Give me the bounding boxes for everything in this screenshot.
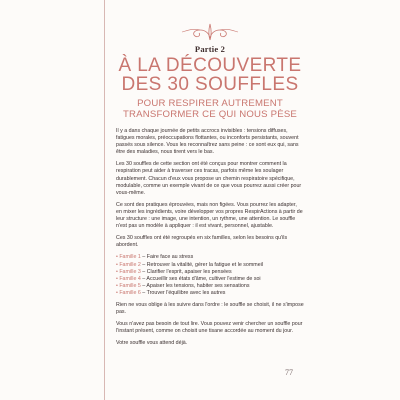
list-item	[116, 290, 304, 297]
paragraph-conclusion: Votre souffle vous attend déjà.	[116, 340, 188, 347]
list-item	[116, 254, 304, 261]
family-list	[116, 254, 304, 297]
list-item	[116, 283, 304, 290]
family-text: – Apaiser les tensions, habiter ses sensations	[140, 282, 250, 289]
family-text: – Faire face au stress	[140, 254, 194, 261]
paragraph-lecture: Vous n'avez pas besoin de tout lire. Vous pouvez venir chercher un souffle pour l'instant présent, comme on choisit une tisane accordée au moment du jour.	[116, 321, 303, 335]
list-item	[116, 269, 304, 276]
page-number: 77	[285, 368, 293, 377]
paragraph-ordre: Rien ne vous oblige à les suivre dans l'ordre : le souffle se choisit, il ne s'impose pas.	[116, 301, 304, 316]
margin-rule	[104, 0, 105, 400]
family-text: – Accueillir ses états d'âme, cultiver l'estime de soi	[140, 275, 261, 282]
part-label: Partie 2	[194, 44, 226, 54]
subtitle-line-2: TRANSFORMER CE QUI NOUS PÈSE	[122, 109, 298, 120]
chapter-title	[110, 56, 310, 94]
ornament-flourish-icon	[178, 22, 242, 42]
family-label: • Famille 1	[116, 254, 141, 261]
chapter-subtitle	[110, 98, 310, 120]
title-line-2: DES 30 SOUFFLES	[121, 74, 299, 95]
title-line-1: À LA DÉCOUVERTE	[118, 55, 302, 76]
paragraph-souffles: Les 30 souffles de cette section ont été conçus pour montrer comment la respiration peut aider à traverser ces tracas, parfois même les soulager durablement. Chacun d'eux vous propose un chemin respiratoire spécifique, modulable, comme un exemple vivant de ce que vous pourrez aussi créer pour vous-même.	[116, 161, 302, 196]
family-label: • Famille 4	[116, 275, 141, 282]
family-text: – Clarifier l'esprit, apaiser les pensées	[140, 268, 232, 275]
body-text	[116, 128, 304, 352]
paragraph-pratiques: Ce sont des pratiques éprouvées, mais non figées. Vous pourrez les adapter, en mixer les ingrédients, voire développer vos propres RespirActions à partir de leur structure : une image, une intention, un rythme, une attention. Le souffle n'est pas un modèle à appliquer : il est vivant, personnel, ajustable.	[116, 201, 303, 230]
paragraph-familles-intro: Ces 30 souffles ont été regroupés en six familles, selon les besoins qu'ils abordent.	[116, 235, 288, 249]
paragraph-intro: Il y a dans chaque journée de petits accrocs invisibles : tensions diffuses, fatigues morales, préoccupations flottantes, ou inconforts persistants, souvent passés sous silence. Vous les reconnaîtrez sans peine : ce sont eux qui, sans être des maladies, nous tirent vers le bas.	[116, 128, 299, 156]
list-item	[116, 262, 304, 269]
chapter-header	[110, 22, 310, 120]
family-label: • Famille 2	[116, 261, 141, 268]
list-item	[116, 276, 304, 283]
family-label: • Famille 6	[116, 289, 141, 296]
family-label: • Famille 5	[116, 282, 141, 289]
family-label: • Famille 3	[116, 268, 141, 275]
family-text: – Retrouver la vitalité, gérer la fatigue et le sommeil	[140, 261, 264, 268]
family-text: – Trouver l'équilibre avec les autres	[140, 289, 226, 296]
subtitle-line-1: POUR RESPIRER AUTREMENT	[137, 98, 283, 109]
